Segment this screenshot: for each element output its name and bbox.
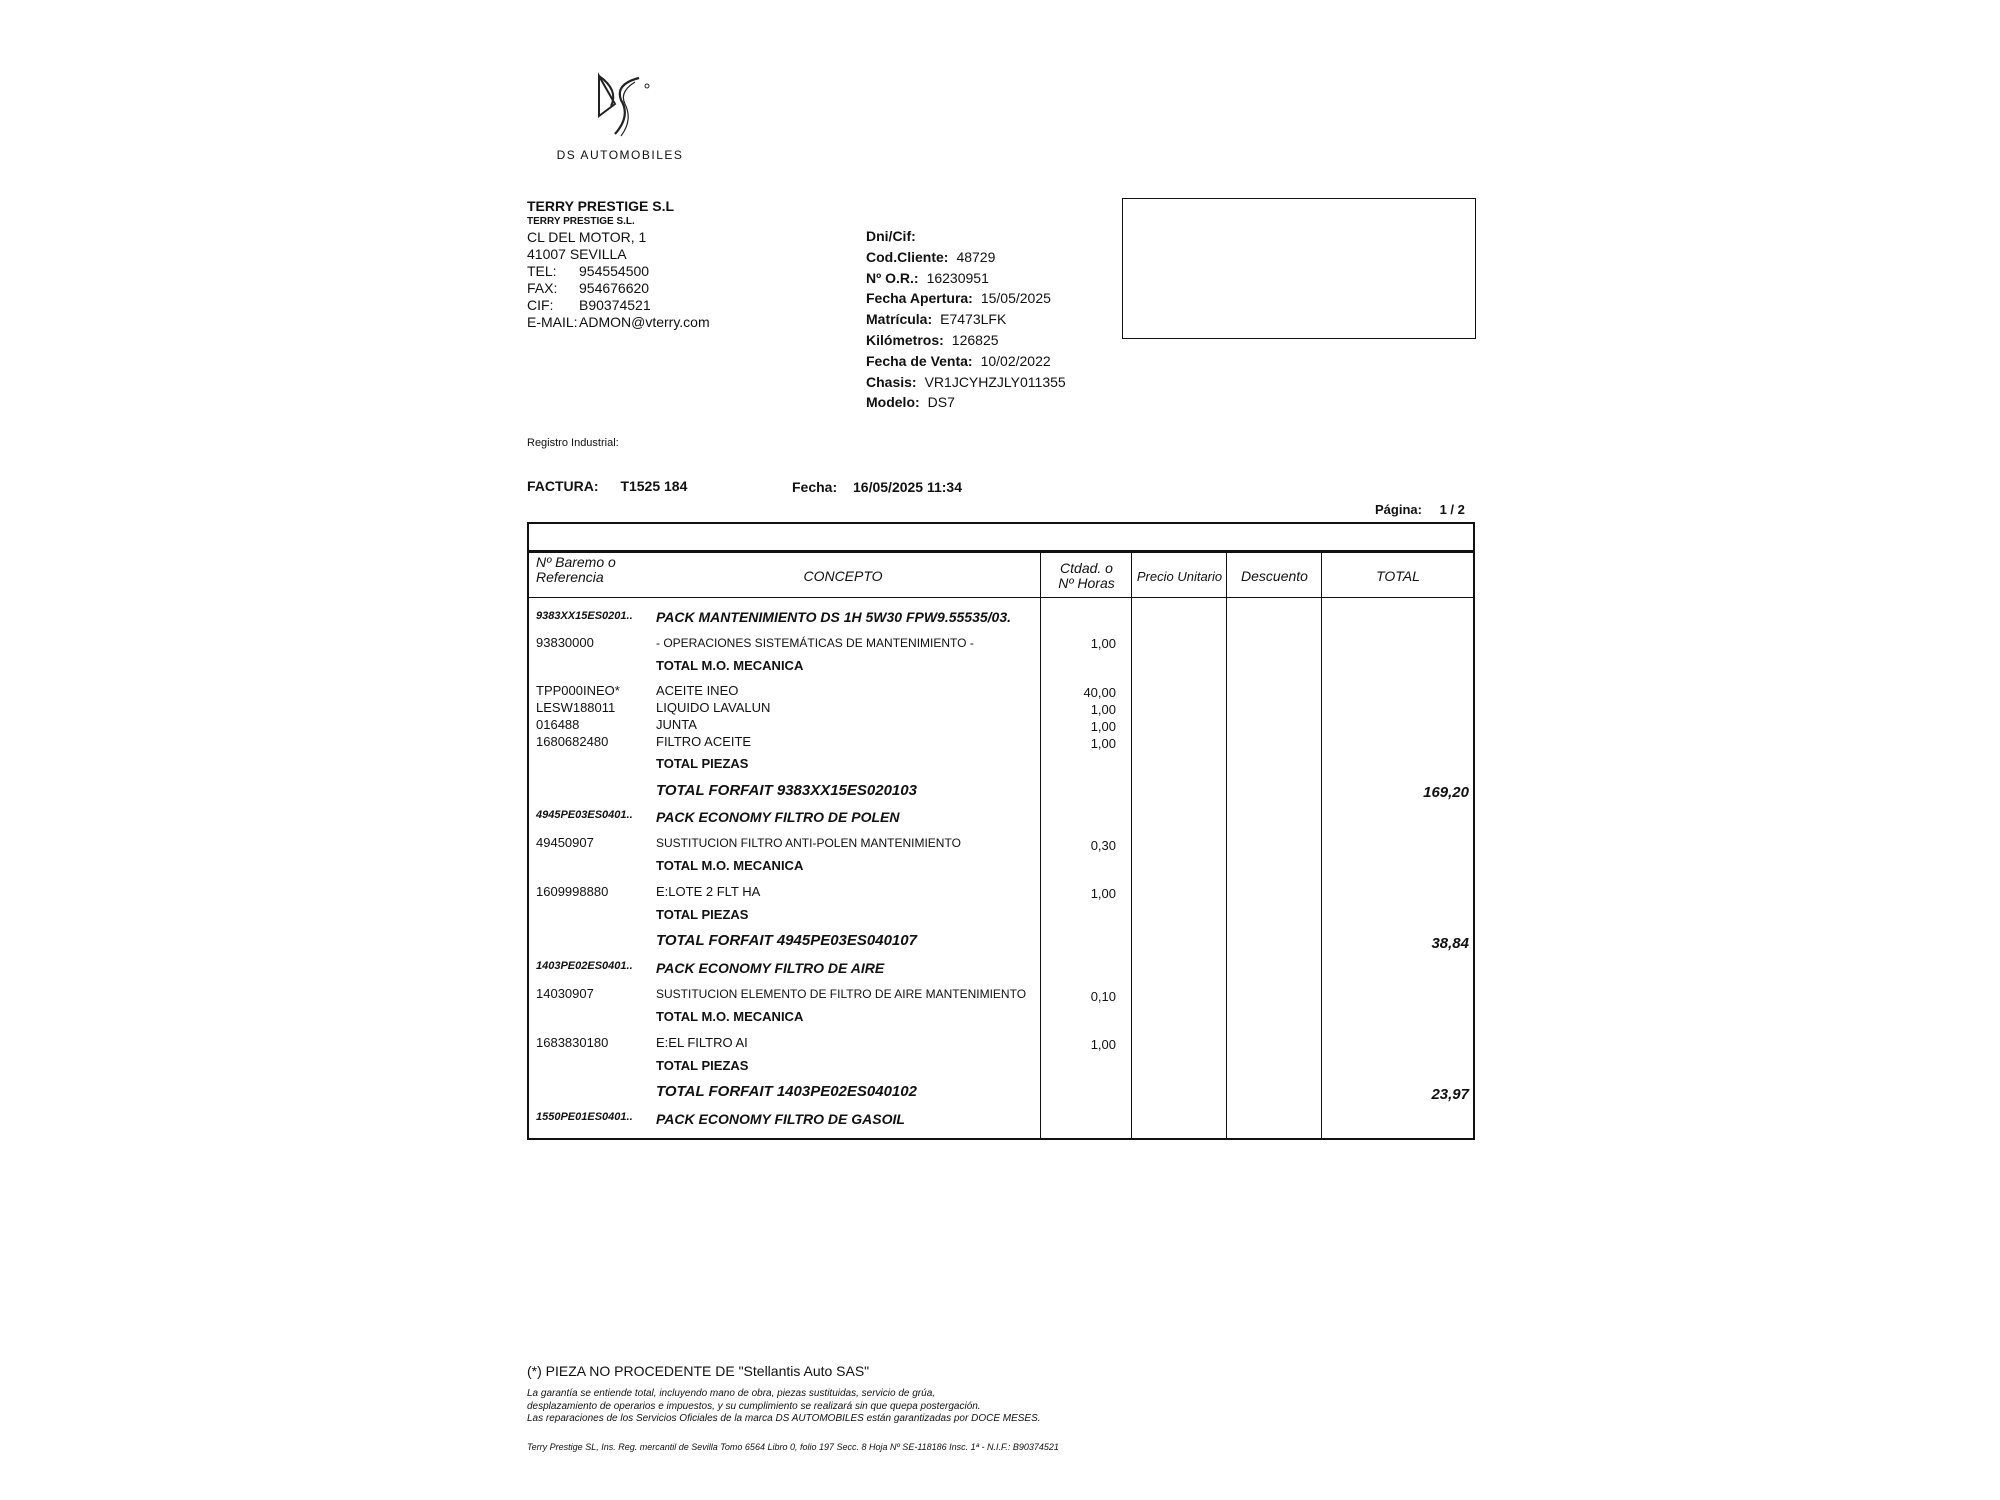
vehicle-block (866, 226, 1066, 413)
cliente-label: Cod.Cliente: (866, 248, 949, 265)
customer-address-box (1122, 198, 1476, 339)
line-ref: 1680682480 (536, 734, 609, 749)
company-cif-row (527, 297, 710, 314)
pagina-value: 1 / 2 (1439, 502, 1465, 517)
cif-value: B90374521 (579, 297, 651, 313)
line-concept: LIQUIDO LAVALUN (656, 700, 771, 715)
or-row (866, 268, 1066, 289)
chasis-label: Chasis: (866, 373, 917, 390)
company-city: 41007 SEVILLA (527, 246, 627, 262)
header-descuento: Descuento (1241, 567, 1308, 584)
guarantee-text (527, 1388, 1041, 1426)
modelo-label: Modelo: (866, 394, 920, 411)
pack-title: PACK ECONOMY FILTRO DE GASOIL (656, 1111, 905, 1127)
company-subname: TERRY PRESTIGE S.L. (527, 216, 635, 227)
venta-label: Fecha de Venta: (866, 352, 973, 369)
company-block (527, 198, 710, 331)
subtotal-piezas: TOTAL PIEZAS (656, 756, 749, 771)
guarantee-line: La garantía se entiende total, incluyendo mano de obra, piezas sustituidas, servicio de grúa, (527, 1388, 936, 1399)
line-concept: SUSTITUCION FILTRO ANTI-POLEN MANTENIMIENTO (656, 836, 961, 850)
registry-text: Terry Prestige SL, Ins. Reg. mercantil de Sevilla Tomo 6564 Libro 0, folio 197 Secc. 8 Hoja Nº SE-118186 Insc. 1ª - N.I.F.: B90374521 (527, 1442, 1059, 1452)
venta-value: 10/02/2022 (980, 352, 1051, 369)
tel-label: TEL: (527, 263, 557, 279)
header-concepto: CONCEPTO (803, 567, 883, 584)
modelo-value: DS7 (927, 394, 955, 411)
invoice-table (527, 522, 1475, 1140)
pack-ref: 1550PE01ES0401.. (536, 1111, 633, 1123)
factura-row (527, 478, 687, 494)
subtotal-piezas: TOTAL PIEZAS (656, 1058, 749, 1073)
line-ref: 93830000 (536, 635, 594, 650)
line-qty: 1,00 (1090, 1037, 1116, 1052)
pack-ref: 4945PE03ES0401.. (536, 809, 633, 821)
header-total: TOTAL (1376, 567, 1420, 584)
company-fax-row (527, 280, 710, 297)
pack-title: PACK ECONOMY FILTRO DE POLEN (656, 809, 900, 825)
header-ref-line1: Nº Baremo o (536, 554, 616, 570)
line-qty: 1,00 (1090, 702, 1116, 717)
line-concept: JUNTA (656, 717, 697, 732)
pack-title: PACK ECONOMY FILTRO DE AIRE (656, 960, 885, 976)
line-ref: 1683830180 (536, 1035, 609, 1050)
pack-ref: 1403PE02ES0401.. (536, 960, 633, 972)
guarantee-line: Las reparaciones de los Servicios Oficiales de la marca DS AUTOMOBILES están garantizadas por DOCE MESES. (527, 1413, 1041, 1424)
company-name: TERRY PRESTIGE S.L (527, 198, 675, 214)
fecha-label: Fecha: (792, 479, 838, 495)
apertura-value: 15/05/2025 (980, 290, 1051, 307)
col-divider-total (1321, 553, 1322, 1138)
line-qty: 1,00 (1090, 886, 1116, 901)
forfait-total-value: 23,97 (1431, 1086, 1469, 1103)
km-row (866, 330, 1066, 351)
subtotal-piezas: TOTAL PIEZAS (656, 907, 749, 922)
matricula-row (866, 309, 1066, 330)
forfait-total-value: 38,84 (1431, 935, 1469, 952)
line-ref: TPP000INEO* (536, 683, 620, 698)
header-qty-line2: Nº Horas (1058, 575, 1115, 591)
email-label: E-MAIL: (527, 314, 578, 330)
fecha-row (792, 479, 962, 495)
subtotal-mo: TOTAL M.O. MECANICA (656, 1009, 804, 1024)
table-top-band (529, 524, 1473, 553)
company-tel-row (527, 263, 710, 280)
km-value: 126825 (951, 331, 999, 348)
apertura-label: Fecha Apertura: (866, 290, 973, 307)
forfait-total-label: TOTAL FORFAIT 9383XX15ES020103 (656, 782, 917, 799)
cif-label: CIF: (527, 297, 554, 313)
footnote-non-original-part: (*) PIEZA NO PROCEDENTE DE "Stellantis Auto SAS" (527, 1363, 870, 1379)
line-ref: 14030907 (536, 986, 594, 1001)
registro-label: Registro Industrial: (527, 437, 619, 449)
pack-ref: 9383XX15ES0201.. (536, 610, 633, 622)
forfait-total-label: TOTAL FORFAIT 1403PE02ES040102 (656, 1083, 917, 1100)
dni-row (866, 226, 1066, 247)
line-concept: ACEITE INEO (656, 683, 739, 698)
km-label: Kilómetros: (866, 331, 944, 348)
or-value: 16230951 (926, 269, 989, 286)
subtotal-mo: TOTAL M.O. MECANICA (656, 658, 804, 673)
header-referencia (536, 555, 646, 597)
header-ref-line2: Referencia (536, 569, 604, 585)
chasis-row (866, 372, 1066, 393)
header-separator (529, 597, 1473, 598)
matricula-label: Matrícula: (866, 311, 933, 328)
tel-value: 954554500 (579, 263, 650, 279)
line-qty: 1,00 (1090, 736, 1116, 751)
col-divider-descuento (1226, 553, 1227, 1138)
pagina-row (1375, 502, 1465, 517)
or-label: Nº O.R.: (866, 269, 919, 286)
line-qty: 1,00 (1090, 636, 1116, 651)
subtotal-mo: TOTAL M.O. MECANICA (656, 858, 804, 873)
matricula-value: E7473LFK (940, 311, 1007, 328)
header-qty-line1: Ctdad. o (1060, 560, 1113, 576)
pack-title: PACK MANTENIMIENTO DS 1H 5W30 FPW9.55535/03. (656, 609, 1012, 625)
line-concept: SUSTITUCION ELEMENTO DE FILTRO DE AIRE MANTENIMIENTO (656, 987, 1027, 1001)
factura-number: T1525 184 (620, 478, 688, 494)
line-qty: 0,30 (1090, 838, 1116, 853)
line-concept: - OPERACIONES SISTEMÁTICAS DE MANTENIMIENTO - (656, 636, 974, 650)
col-divider-qty (1040, 553, 1041, 1138)
line-qty: 1,00 (1090, 719, 1116, 734)
line-ref: LESW188011 (536, 700, 616, 715)
forfait-total-value: 169,20 (1423, 784, 1469, 801)
header-cantidad (1042, 555, 1131, 597)
header-precio: Precio Unitario (1136, 568, 1223, 584)
factura-label: FACTURA: (527, 478, 599, 494)
ds-logo-icon (585, 70, 655, 142)
email-value: ADMON@vterry.com (579, 314, 710, 330)
line-ref: 49450907 (536, 835, 594, 850)
brand-logo (550, 70, 690, 170)
venta-row (866, 351, 1066, 372)
cliente-value: 48729 (956, 248, 996, 265)
pagina-label: Página: (1375, 502, 1422, 517)
line-qty: 40,00 (1083, 685, 1116, 700)
line-ref: 1609998880 (536, 884, 609, 899)
fax-value: 954676620 (579, 280, 650, 296)
line-qty: 0,10 (1090, 989, 1116, 1004)
col-divider-precio (1131, 553, 1132, 1138)
forfait-total-label: TOTAL FORFAIT 4945PE03ES040107 (656, 932, 917, 949)
fecha-value: 16/05/2025 11:34 (853, 479, 963, 495)
apertura-row (866, 288, 1066, 309)
cliente-row (866, 247, 1066, 268)
line-concept: E:EL FILTRO AI (656, 1035, 748, 1050)
modelo-row (866, 392, 1066, 413)
dni-label: Dni/Cif: (866, 228, 916, 244)
line-concept: FILTRO ACEITE (656, 734, 752, 749)
logo-text: DS AUTOMOBILES (556, 148, 684, 162)
chasis-value: VR1JCYHZJLY011355 (924, 373, 1066, 390)
line-ref: 016488 (536, 717, 580, 732)
company-email-row (527, 314, 710, 331)
guarantee-line: desplazamiento de operarios e impuestos, y su cumplimiento se realizará sin que quepa postergación. (527, 1400, 981, 1412)
line-concept: E:LOTE 2 FLT HA (656, 884, 761, 899)
fax-label: FAX: (527, 280, 558, 296)
company-street: CL DEL MOTOR, 1 (527, 229, 647, 245)
